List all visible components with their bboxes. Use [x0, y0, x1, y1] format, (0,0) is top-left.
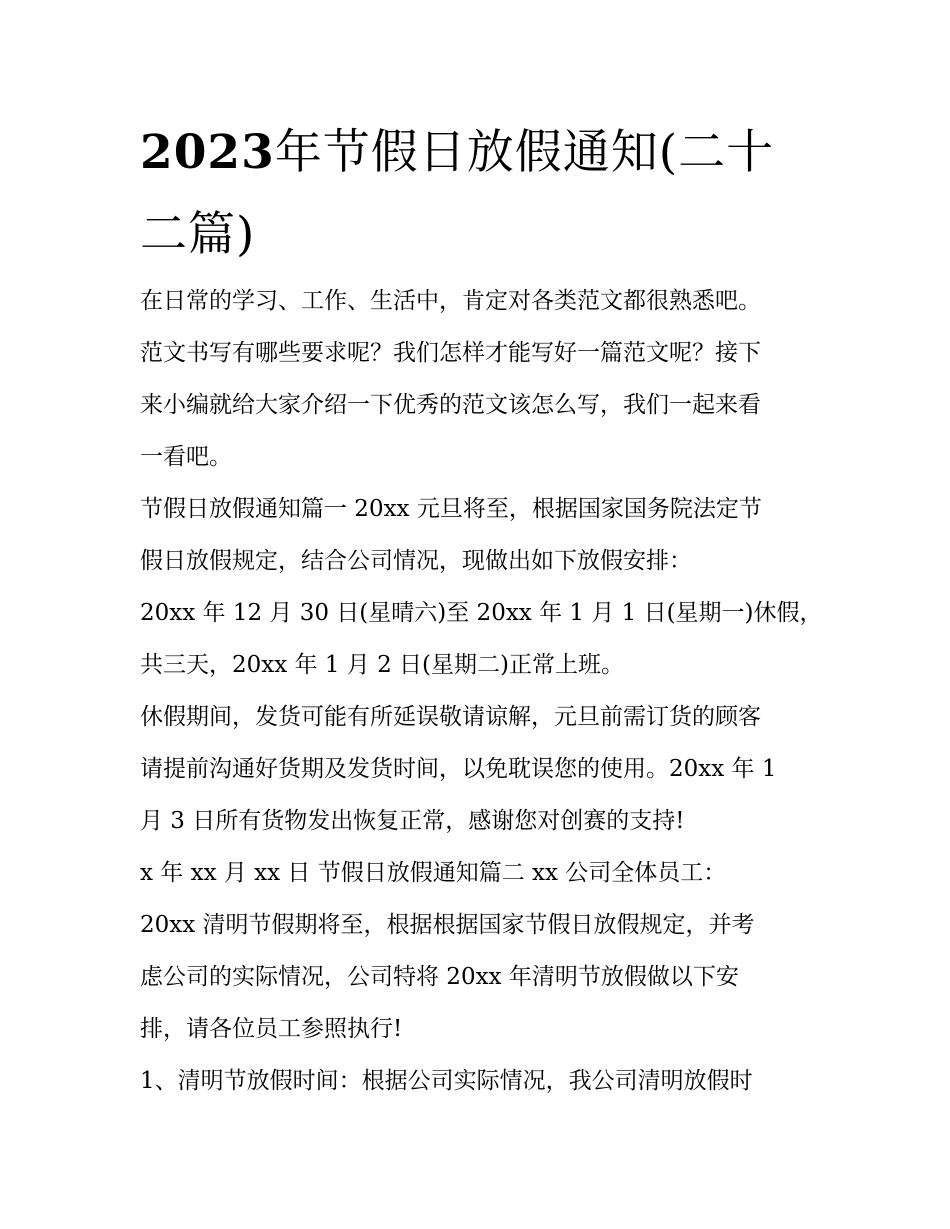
body-line: 假日放假规定，结合公司情况，现做出如下放假安排： — [140, 548, 692, 574]
body-line: 休假期间，发货可能有所延误敬请谅解，元旦前需订货的顾客 — [140, 704, 761, 730]
title-text: 年节假日放假通知(二十二篇) — [140, 125, 775, 262]
body-line: 1、清明节放假时间：根据公司实际情况，我公司清明放假时 — [140, 1068, 753, 1094]
body-line: 来小编就给大家介绍一下优秀的范文该怎么写，我们一起来看 — [140, 392, 761, 418]
body-line: 节假日放假通知篇一 20xx 元旦将至，根据国家国务院法定节 — [140, 496, 762, 522]
body-line: 月 3 日所有货物发出恢复正常，感谢您对创赛的支持! — [140, 808, 685, 834]
body-line: x 年 xx 月 xx 日 节假日放假通知篇二 xx 公司全体员工： — [140, 860, 727, 886]
body-line: 20xx 年 12 月 30 日(星晴六)至 20xx 年 1 月 1 日(星期一)休假， — [140, 600, 823, 626]
body-line: 共三天，20xx 年 1 月 2 日(星期二)正常上班。 — [140, 652, 624, 678]
title-year: 2023 — [140, 125, 275, 180]
document-body — [140, 280, 830, 1112]
body-line: 范文书写有哪些要求呢？我们怎样才能写好一篇范文呢？接下 — [140, 340, 761, 366]
body-line: 排，请各位员工参照执行! — [140, 1016, 403, 1042]
body-line: 在日常的学习、工作、生活中，肯定对各类范文都很熟悉吧。 — [140, 288, 761, 314]
document-title — [140, 112, 820, 276]
body-line: 一看吧。 — [140, 444, 232, 470]
body-line: 虑公司的实际情况，公司特将 20xx 年清明节放假做以下安 — [140, 964, 739, 990]
body-line: 20xx 清明节假期将至，根据根据国家节假日放假规定，并考 — [140, 912, 755, 938]
body-line: 请提前沟通好货期及发货时间，以免耽误您的使用。20xx 年 1 — [140, 756, 777, 782]
